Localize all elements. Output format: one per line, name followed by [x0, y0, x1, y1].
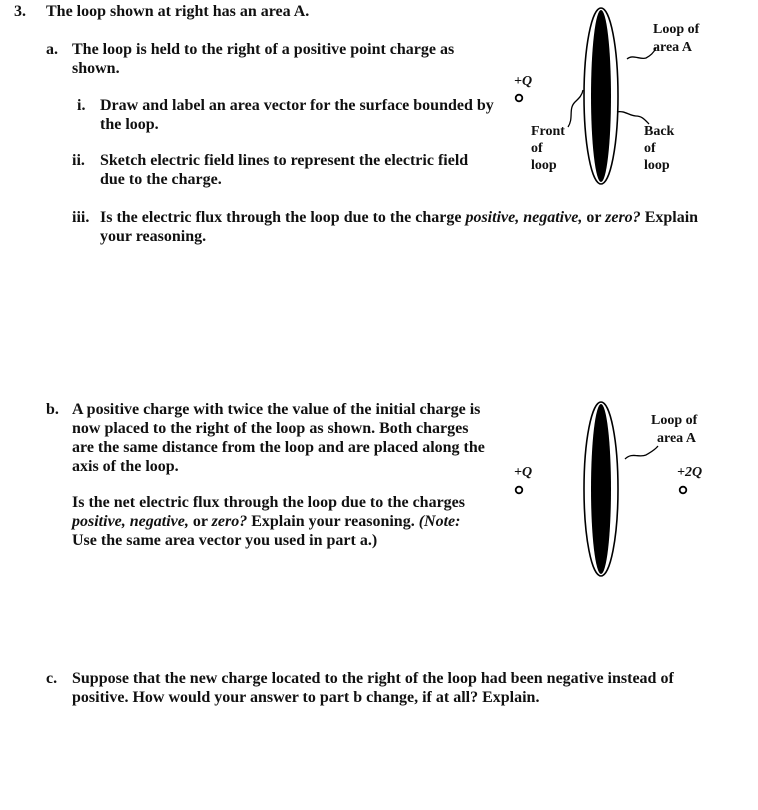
fig-a-loop-label-2: area A [653, 40, 693, 55]
fig-a-front-pointer [568, 90, 583, 127]
part-b-q2-c: zero? [211, 513, 248, 530]
part-a-iii-text-e: Explain [644, 209, 699, 226]
fig-a-loop-label-pointer [627, 48, 656, 59]
fig-a-front-label-1: Front [531, 124, 565, 139]
part-b-question-line3: Use the same area vector you used in part a.) [72, 532, 378, 549]
part-a-letter: a. [46, 41, 58, 58]
part-b-letter: b. [46, 401, 59, 418]
part-a-ii-num: ii. [72, 152, 85, 169]
part-b-q2-b: or [192, 513, 208, 530]
part-b-line4: axis of the loop. [72, 458, 179, 475]
question-number: 3. [14, 3, 26, 20]
part-a-iii-line2: your reasoning. [100, 228, 207, 245]
question-intro: The loop shown at right has an area A. [46, 3, 310, 20]
fig-b-loop-label-2: area A [657, 431, 697, 446]
fig-b-charge-right-dot [680, 487, 687, 494]
fig-b-loop-label-pointer [625, 446, 658, 459]
part-b-q2-e: (Note: [418, 513, 461, 530]
part-a-i-num: i. [77, 97, 86, 114]
part-c-line1: Suppose that the new charge located to the right of the loop had been negative instead of [72, 670, 674, 687]
part-a-i-line1: Draw and label an area vector for the surface bounded by [100, 97, 494, 114]
part-a-iii-text-b: positive, negative, [465, 209, 583, 226]
part-a-iii-text-c: or [586, 209, 602, 226]
part-b-line1: A positive charge with twice the value of the initial charge is [72, 401, 481, 418]
fig-b-charge-right-label: +2Q [677, 465, 703, 480]
part-b-line2: now placed to the right of the loop as shown. Both charges [72, 420, 469, 437]
fig-a-front-label-3: loop [531, 158, 557, 173]
fig-b-loop-label-1: Loop of [651, 413, 698, 428]
fig-b-loop [584, 402, 618, 576]
part-a-ii-line1: Sketch electric field lines to represent the electric field [100, 152, 469, 169]
part-b-question-line1: Is the net electric flux through the loop due to the charges [72, 494, 465, 511]
part-b-q2-d: Explain your reasoning. [251, 513, 415, 530]
part-a-i-line2: the loop. [100, 116, 159, 133]
fig-a-back-label-3: loop [644, 158, 670, 173]
fig-a-back-label-1: Back [644, 124, 675, 139]
fig-a-charge-dot [516, 95, 523, 102]
fig-b-charge-left-dot [516, 487, 523, 494]
part-a-text-line1: The loop is held to the right of a positive point charge as [72, 41, 455, 58]
fig-a-back-pointer [617, 112, 649, 124]
part-a-text-line2: shown. [72, 60, 120, 77]
fig-a-charge-label: +Q [514, 74, 533, 89]
fig-a-front-label-2: of [531, 141, 543, 156]
part-c-letter: c. [46, 670, 58, 687]
fig-a-back-label-2: of [644, 141, 656, 156]
part-a-iii-num: iii. [72, 209, 90, 226]
fig-a-loop [584, 8, 618, 184]
part-a-iii-text-d: zero? [605, 209, 641, 226]
part-a-iii-text-a: Is the electric flux through the loop due to the charge [100, 209, 462, 226]
part-c-line2: positive. How would your answer to part b change, if at all? Explain. [72, 689, 540, 706]
part-b-q2-a: positive, negative, [72, 513, 189, 530]
part-a-ii-line2: due to the charge. [100, 171, 222, 188]
part-b-line3: are the same distance from the loop and are placed along the [72, 439, 485, 456]
fig-a-loop-label-1: Loop of [653, 22, 700, 37]
fig-b-charge-left-label: +Q [514, 465, 533, 480]
